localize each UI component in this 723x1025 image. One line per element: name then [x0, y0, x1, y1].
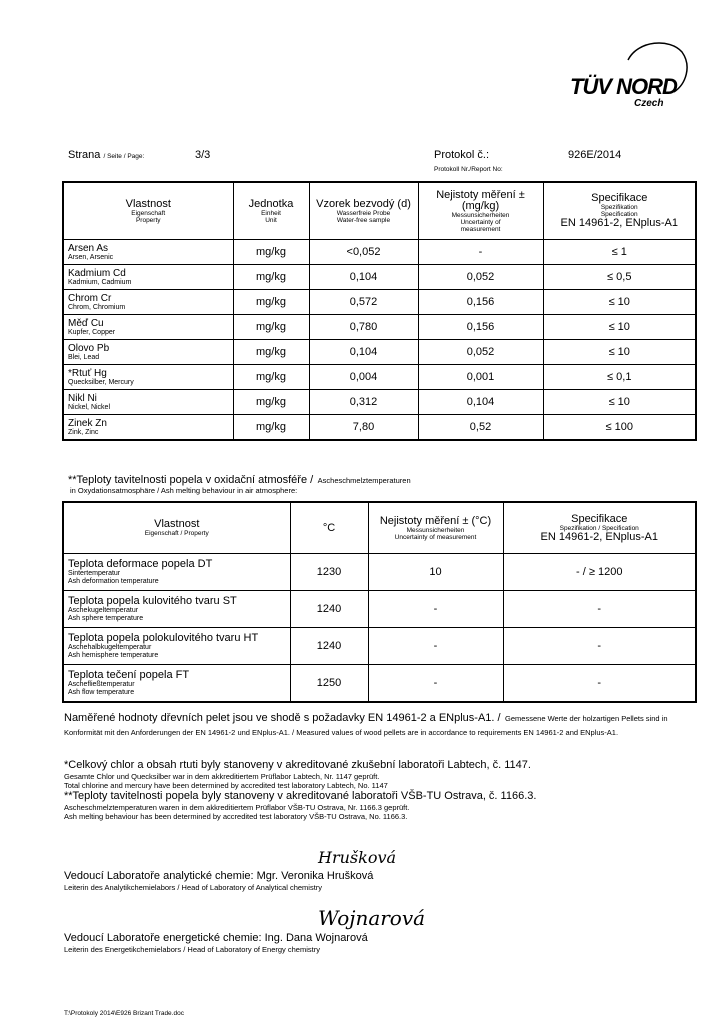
table-header-row [63, 502, 696, 554]
ash-section-subtitle: in Oxydationsatmosphäre / Ash melting behaviour in air atmosphere: [70, 486, 298, 495]
signature-block-1 [64, 870, 373, 892]
header-uncertainty: Nejistoty měření ± (mg/kg) Messunsicherheiten Uncertainty of measurement [418, 182, 543, 240]
table-row: Teplota deformace popela DT Sintertemperatur Ash deformation temperature 1230 10 - / ≥ 1200 [63, 554, 696, 591]
signatory-1-title: Vedoucí Laboratoře analytické chemie: Mgr. Veronika Hrušková [64, 870, 374, 882]
tuv-nord-logo [560, 38, 700, 118]
report-value: 926E/2014 [568, 149, 622, 161]
ash-melting-table [62, 501, 697, 703]
note-ash-en: Ash melting behaviour has been determined by accredited test laboratory VŠB-TU Ostrava, No. 1166.3. [64, 812, 408, 821]
table-row: Kadmium Cd Kadmium, Cadmium mg/kg 0,104 0,052 ≤ 0,5 [63, 265, 696, 290]
report-label: Protokol č.: [434, 149, 490, 161]
signatory-1-sub: Leiterin des Analytikchemielabors / Head of Laboratory of Analytical chemistry [64, 883, 323, 892]
page-label: Strana [68, 149, 101, 161]
header-unit: °C [290, 502, 368, 554]
header-property: Vlastnost Eigenschaft Property [63, 182, 233, 240]
header-property: Vlastnost Eigenschaft / Property [63, 502, 290, 554]
header-uncertainty: Nejistoty měření ± (°C) Messunsicherheiten Uncertainty of measurement [368, 502, 503, 554]
table-header-row [63, 182, 696, 240]
table-row: Arsen As Arsen, Arsenic mg/kg <0,052 - ≤ 1 [63, 240, 696, 265]
table-row: Teplota popela kulovitého tvaru ST Aschekugeltemperatur Ash sphere temperature 1240 - - [63, 591, 696, 628]
logo-brand: TÜV NORD [570, 74, 677, 99]
heavy-metals-table [62, 181, 697, 441]
note-ash-de: Ascheschmelztemperaturen waren in dem akkreditiertem Prüflabor VŠB-TU Ostrava, Nr. 1166.3 geprüft. [64, 803, 410, 812]
signatory-2-title: Vedoucí Laboratoře energetické chemie: Ing. Dana Wojnarová [64, 932, 368, 944]
notes-block [64, 759, 704, 821]
table-row: Měď Cu Kupfer, Copper mg/kg 0,780 0,156 ≤ 10 [63, 315, 696, 340]
page-label-sub: / Seite / Page: [103, 153, 145, 160]
note-chlorine-en: Total chlorine and mercury have been determined by accredited test laboratory Labtech, No. 1147 [64, 781, 388, 790]
header-sample: Vzorek bezvodý (d) Wasserfreie Probe Water-free sample [309, 182, 418, 240]
signature-wojnarova: Wojnarová [318, 906, 426, 930]
table-row: *Rtuť Hg Quecksilber, Mercury mg/kg 0,004 0,001 ≤ 0,1 [63, 365, 696, 390]
table-row: Nikl Ni Nickel, Nickel mg/kg 0,312 0,104 ≤ 10 [63, 390, 696, 415]
report-label-sub: Protokoll Nr./Report No: [434, 166, 503, 173]
table-row: Chrom Cr Chrom, Chromium mg/kg 0,572 0,156 ≤ 10 [63, 290, 696, 315]
table-row: Zinek Zn Zink, Zinc mg/kg 7,80 0,52 ≤ 100 [63, 415, 696, 441]
signature-hruskova: Hrušková [318, 848, 397, 867]
logo-country: Czech [634, 98, 664, 109]
table-row: Teplota tečení popela FT Aschefließtemperatur Ash flow temperature 1250 - - [63, 665, 696, 703]
header-specification: Specifikace Spezifikation / Specification EN 14961-2, ENplus-A1 [503, 502, 696, 554]
table-row: Teplota popela polokulovitého tvaru HT Aschehalbkugeltemperatur Ash hemisphere temperature 1240 - - [63, 628, 696, 665]
footer-file-path: T:\Protokoly 2014\E926 Brizant Trade.doc [64, 1010, 184, 1017]
note-chlorine-cz: *Celkový chlor a obsah rtuti byly stanoveny v akreditované zkušební laboratoři Labtech, č. 1147. [64, 759, 531, 771]
page-value: 3/3 [195, 149, 211, 161]
header-unit: Jednotka Einheit Unit [233, 182, 309, 240]
signature-block-2 [64, 932, 368, 954]
table-row: Olovo Pb Blei, Lead mg/kg 0,104 0,052 ≤ 10 [63, 340, 696, 365]
conformity-statement: Naměřené hodnoty dřevních pelet jsou ve shodě s požadavky EN 14961-2 a ENplus-A1. / Gemessene Werte der holzartigen Pellets sind in Konformität mit den Anforderungen der EN 14961-2 und ENplus-A1. / Measured values of wood pellets are in accordance to requirements EN 14961-2 and ENplus-A1. [64, 712, 668, 737]
note-chlorine-de: Gesamte Chlor und Quecksilber war in dem akkreditiertem Prüflabor Labtech, Nr. 1147 geprüft. [64, 772, 380, 781]
note-ash-cz: **Teploty tavitelnosti popela byly stanoveny v akreditované laboratoři VŠB-TU Ostrava, č. 1166.3. [64, 790, 537, 802]
signatory-2-sub: Leiterin des Energetikchemielabors / Head of Laboratory of Energy chemistry [64, 945, 320, 954]
ash-section-title: **Teploty tavitelnosti popela v oxidační atmosféře / Ascheschmelztemperaturen [68, 474, 411, 486]
page-indicator [68, 149, 144, 161]
header-specification: Specifikace Spezifikation Specification EN 14961-2, ENplus-A1 [543, 182, 696, 240]
